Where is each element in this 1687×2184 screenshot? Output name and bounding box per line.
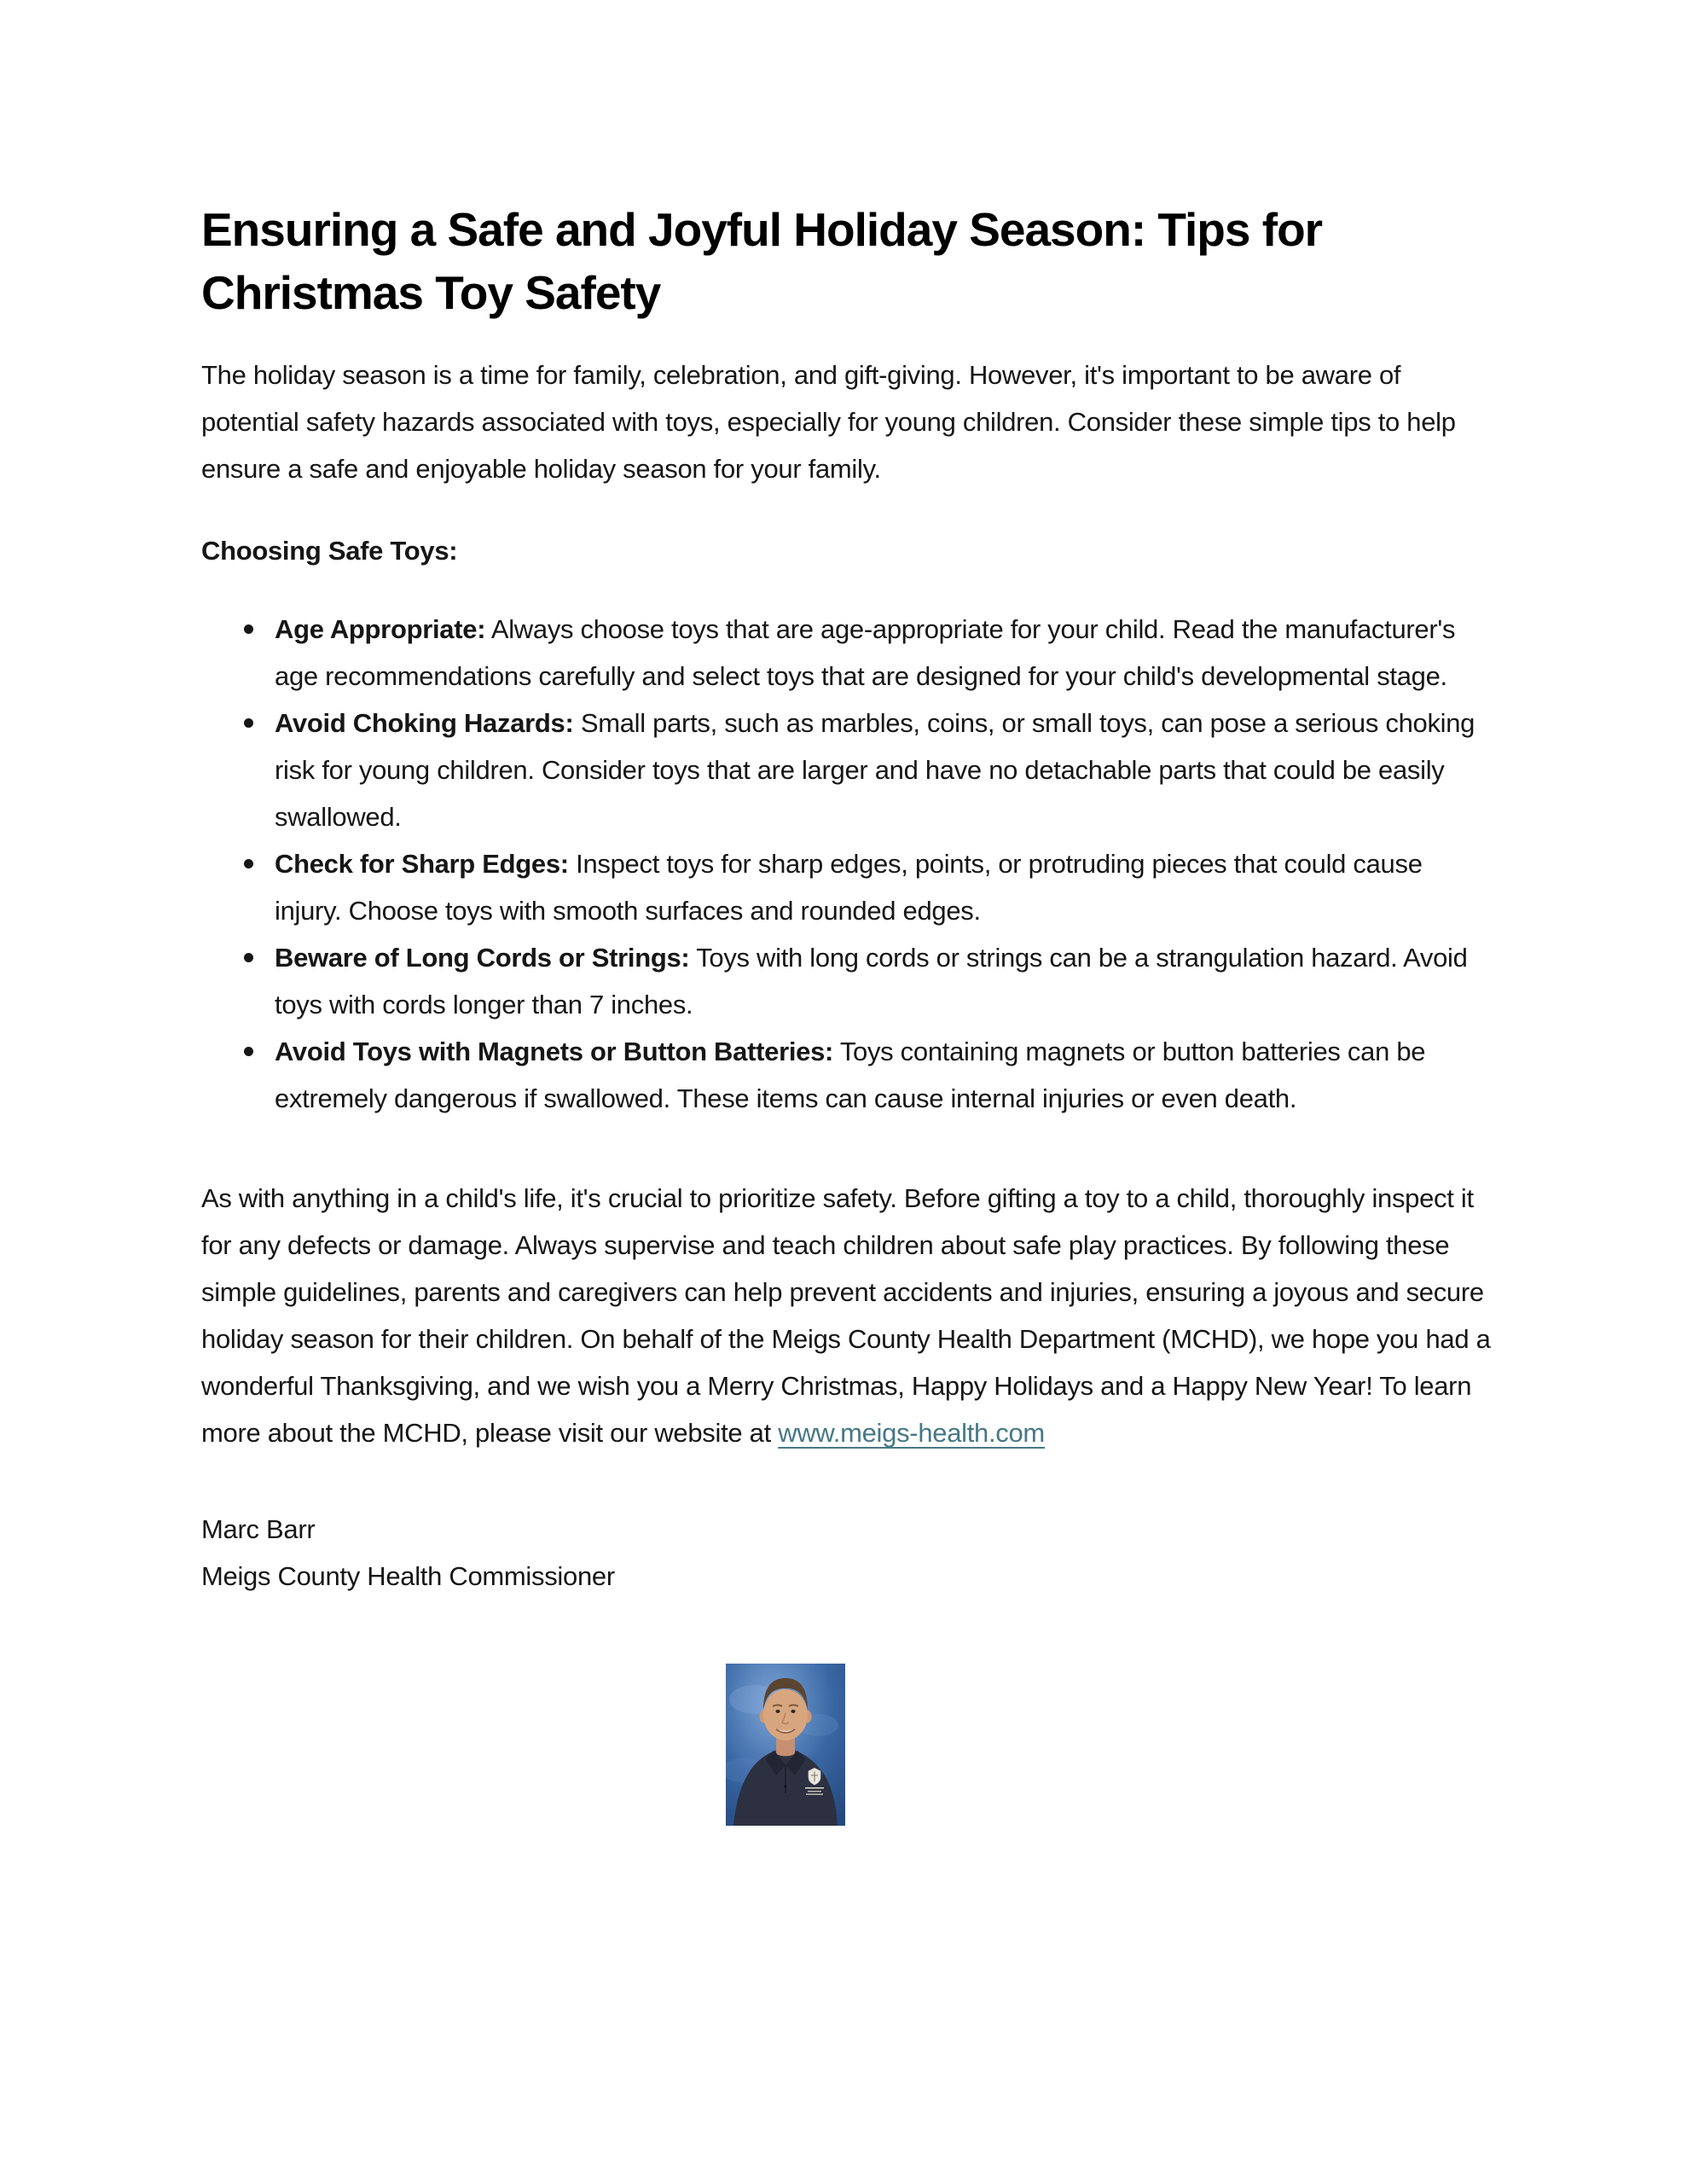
list-item-label: Beware of Long Cords or Strings: (275, 943, 690, 973)
signature-title: Meigs County Health Commissioner (201, 1561, 615, 1591)
list-item-age-appropriate (201, 606, 1491, 700)
bullet-icon (244, 624, 253, 634)
list-item-text: Always choose toys that are age-appropriate for your child. Read the manufacturer's age recommendations carefully and select toys that are designed for your child's developmental stage. (275, 614, 1456, 691)
list-item-choking-hazards (201, 700, 1491, 840)
list-item-text: Inspect toys for sharp edges, points, or protruding pieces that could cause injury. Choose toys with smooth surfaces and rounded edges. (275, 849, 1423, 926)
list-item-label: Age Appropriate: (275, 614, 486, 644)
commissioner-photo (726, 1664, 845, 1826)
list-item-text: Toys containing magnets or button batteries can be extremely dangerous if swallowed. These items can cause internal injuries or even death. (275, 1037, 1426, 1113)
bullet-icon (244, 718, 253, 728)
list-item-sharp-edges (201, 840, 1491, 934)
website-link[interactable]: www.meigs-health.com (778, 1418, 1045, 1448)
document-content (201, 198, 1491, 1600)
commissioner-photo-graphic (726, 1664, 845, 1826)
safety-tips-list (201, 606, 1491, 1122)
intro-paragraph: The holiday season is a time for family, celebration, and gift-giving. However, it's important to be aware of potential safety hazards associated with toys, especially for young children. Consider these simple tips to help ensure a safe and enjoyable holiday season for your family. (201, 360, 1456, 484)
list-item-text: Toys with long cords or strings can be a strangulation hazard. Avoid toys with cords longer than 7 inches. (275, 943, 1468, 1019)
list-item-magnets-batteries (201, 1028, 1491, 1122)
list-item-label: Avoid Toys with Magnets or Button Batteries: (275, 1037, 834, 1066)
signature-block (201, 1506, 1491, 1600)
list-item-long-cords (201, 934, 1491, 1028)
closing-text: As with anything in a child's life, it's crucial to prioritize safety. Before gifting a toy to a child, thoroughly inspect it for any defects or damage. Always supervise and teach children about safe play practices. By following these simple guidelines, parents and caregivers can help prevent accidents and injuries, ensuring a joyous and secure holiday season for their children. On behalf of the Meigs County Health Department (MCHD), we hope you had a wonderful Thanksgiving, and we wish you a Merry Christmas, Happy Holidays and a Happy New Year! To learn more about the MCHD, please visit our website at (201, 1183, 1491, 1448)
closing-paragraph (201, 1175, 1491, 1456)
signature-name: Marc Barr (201, 1514, 316, 1544)
page-title: Ensuring a Safe and Joyful Holiday Season: Tips for Christmas Toy Safety (201, 203, 1323, 319)
bullet-icon (244, 859, 253, 868)
section-heading-choosing-safe-toys: Choosing Safe Toys: (201, 536, 458, 566)
list-item-text: Small parts, such as marbles, coins, or small toys, can pose a serious choking risk for young children. Consider toys that are larger and have no detachable parts that could be easily swallowed. (275, 708, 1475, 832)
list-item-label: Avoid Choking Hazards: (275, 708, 574, 738)
list-item-label: Check for Sharp Edges: (275, 849, 569, 879)
bullet-icon (244, 1047, 253, 1056)
bullet-icon (244, 953, 253, 962)
